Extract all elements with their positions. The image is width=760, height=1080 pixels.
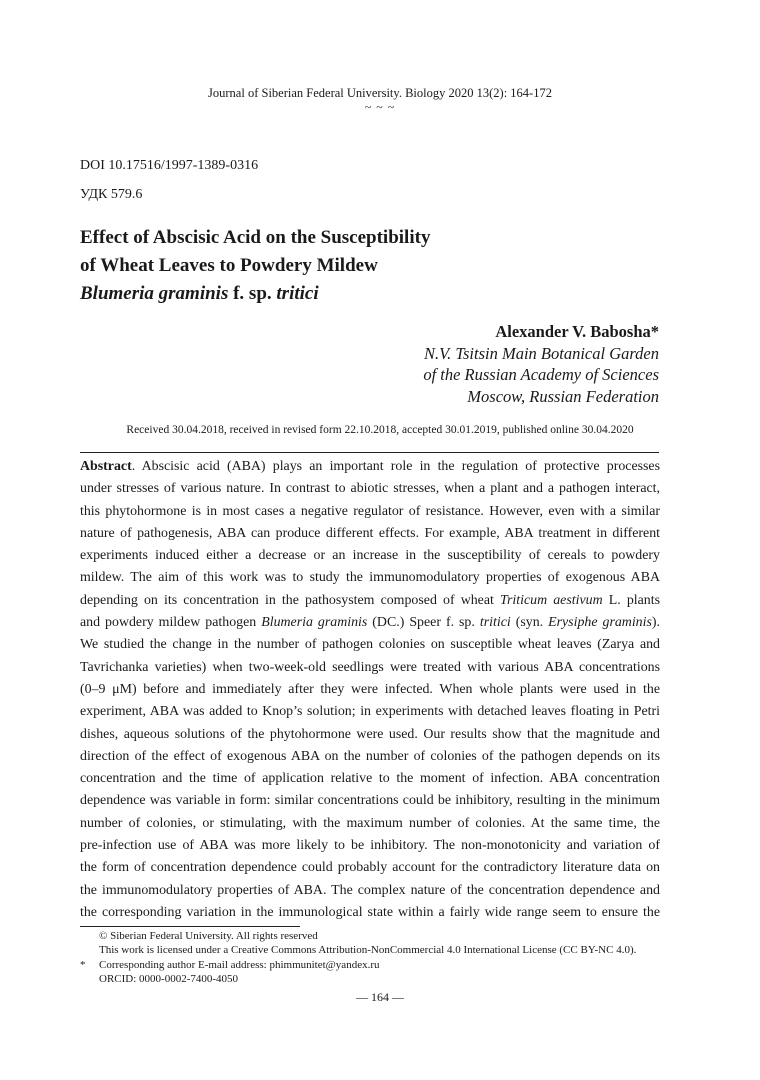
title-line-1: Effect of Abscisic Acid on the Susceptibility — [80, 227, 431, 248]
footnote-star: * — [80, 958, 86, 971]
abstract-line: number of colonies, or stimulating, with the maximum number of colonies. At the same time, the — [80, 815, 660, 831]
affiliation-line-1: N.V. Tsitsin Main Botanical Garden — [424, 343, 659, 363]
orcid-note: ORCID: 0000-0002-7400-4050 — [99, 972, 239, 985]
abstract-line: under stresses of various nature. In contrast to abiotic stresses, when a plant and a pathogen interact, — [80, 481, 660, 497]
license-note: This work is licensed under a Creative Commons Attribution-NonCommercial 4.0 International License (CC BY-NC 4.0). — [99, 944, 637, 957]
abstract — [80, 456, 660, 924]
copyright-note: © Siberian Federal University. All rights reserved — [99, 930, 318, 942]
title-line-2: of Wheat Leaves to Powdery Mildew — [80, 255, 378, 276]
abstract-line: experiment, ABA was added to Knop’s solution; in experiments with detached leaves floating in Petri — [80, 704, 660, 720]
corresponding-author-note: * Corresponding author E-mail address: phimmunitet@yandex.ru — [80, 958, 380, 971]
udc-code: УДК 579.6 — [80, 187, 143, 202]
abstract-line: nature of pathogenesis, ABA can produce different effects. For example, ABA treatment in different — [80, 525, 660, 541]
species-name: Triticum aestivum — [500, 592, 603, 608]
abstract-line: mildew. The aim of this work was to study the immunomodulatory properties of exogenous ABA — [80, 570, 660, 586]
abstract-line: the corresponding variation in the immunological state within a fairly wide range seem to ensure the — [80, 904, 660, 920]
abstract-line: the form of concentration dependence could probably account for the contradictory literature data on — [80, 860, 660, 876]
footnote-rule — [80, 926, 300, 927]
title-forma: tritici — [276, 283, 319, 304]
abstract-line: concentration and the time of application relative to the moment of infection. ABA concentration — [80, 771, 660, 787]
abstract-line: dependence was variable in form: similar concentrations could be inhibitory, resulting in the minimum — [80, 793, 660, 809]
species-name: Erysiphe graminis — [548, 615, 652, 631]
abstract-line: Abstract. Abscisic acid (ABA) plays an important role in the regulation of protective processes — [80, 459, 660, 474]
abstract-line: the immunomodulatory properties of ABA. The complex nature of the concentration dependence and — [80, 882, 660, 898]
abstract-line: We studied the change in the number of pathogen colonies on susceptible wheat leaves (Zarya and — [80, 637, 660, 653]
affiliation-line-2: of the Russian Academy of Sciences — [423, 365, 659, 384]
header-ornament: ~ ~ ~ — [364, 100, 396, 114]
footnotes — [80, 929, 680, 986]
affiliation-line-3: Moscow, Russian Federation — [467, 386, 659, 406]
title-species: Blumeria graminis — [80, 283, 229, 304]
author-block — [423, 321, 659, 407]
abstract-top-rule — [80, 452, 659, 453]
abstract-line: and powdery mildew pathogen Blumeria graminis (DC.) Speer f. sp. tritici (syn. Erysiphe graminis). — [80, 615, 661, 631]
abstract-line: dishes, aqueous solutions of the phytohormone were used. Our results show that the magnitude and — [80, 726, 660, 742]
abstract-line: experiments induced either a decrease or an increase in the susceptibility of cereals to powdery — [80, 548, 660, 564]
title-fsp: f. sp. — [228, 283, 277, 304]
species-name: Blumeria graminis — [261, 615, 368, 631]
article-title — [80, 224, 640, 308]
abstract-heading: Abstract — [80, 459, 132, 474]
title-line-3 — [80, 280, 640, 308]
page-number: — 164 — — [356, 990, 404, 1004]
abstract-line: direction of the effect of exogenous ABA on the number of colonies of the pathogen depends on its — [80, 748, 660, 764]
journal-header: Journal of Siberian Federal University. Biology 2020 13(2): 164-172 — [208, 86, 552, 100]
doi[interactable]: DOI 10.17516/1997-1389-0316 — [80, 158, 259, 173]
abstract-line: (0–9 μM) before and immediately after they were infected. When whole plants were used in the — [80, 681, 660, 697]
abstract-line: this phytohormone is in most cases a negative regulator of resistance. However, even with a similar — [80, 503, 660, 519]
received-dates: Received 30.04.2018, received in revised form 22.10.2018, accepted 30.01.2019, published online 30.04.2020 — [126, 424, 634, 436]
author-name: Alexander V. Babosha* — [495, 322, 659, 341]
abstract-line: depending on its concentration in the pathosystem composed of wheat Triticum aestivum L. plants — [80, 592, 660, 608]
abstract-line: pre-infection use of ABA was more likely to be inhibitory. The non-monotonicity and variation of — [80, 838, 660, 854]
abstract-line: Tavrichanka varieties) when two-week-old seedlings were treated with various ABA concentrations — [80, 659, 660, 675]
species-name: tritici — [479, 615, 511, 631]
